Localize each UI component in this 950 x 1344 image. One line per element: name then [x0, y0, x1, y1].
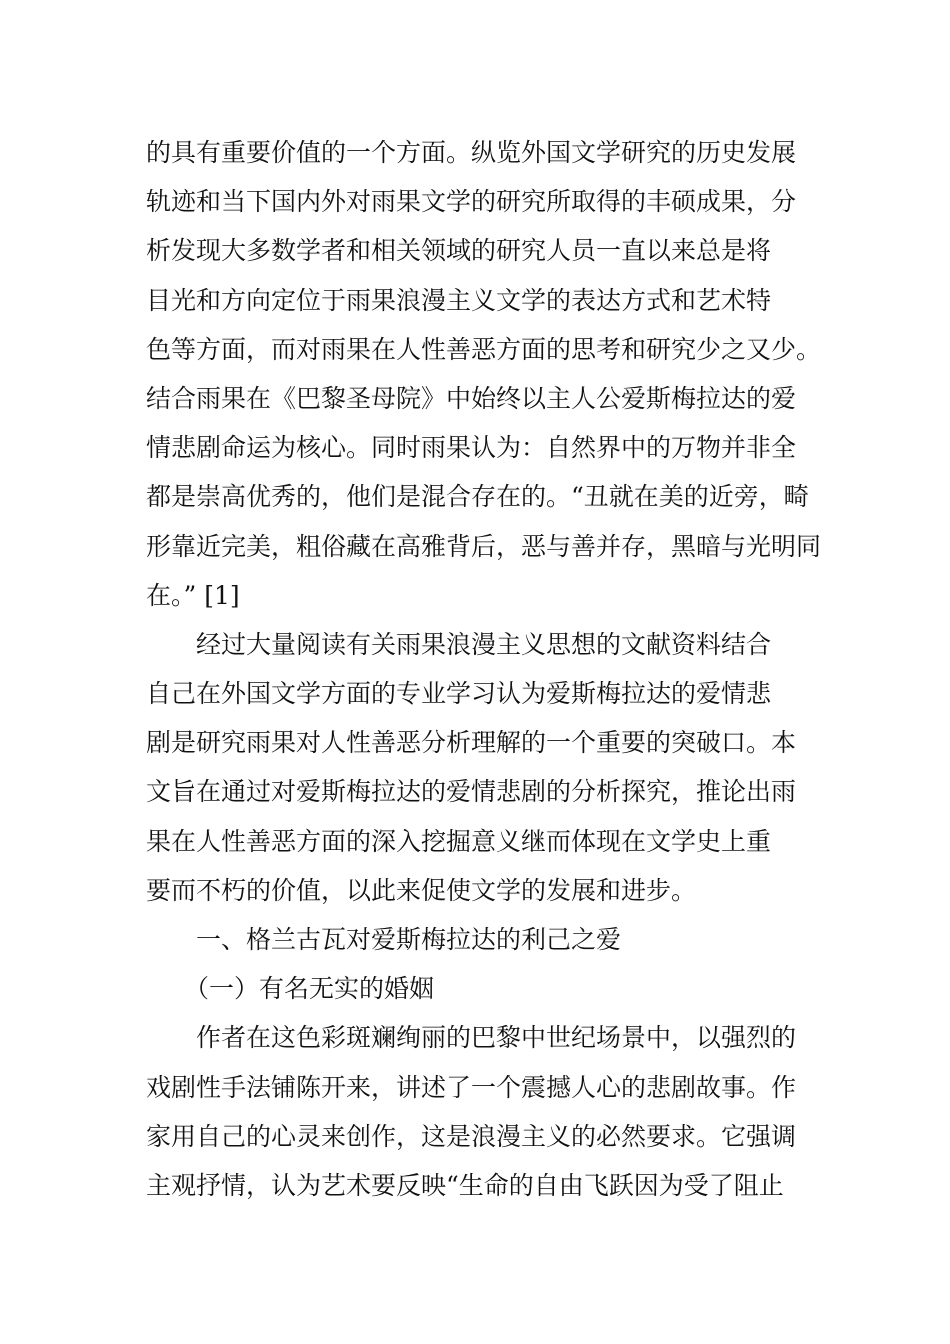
text-line: 轨迹和当下国内外对雨果文学的研究所取得的丰硕成果，分 — [146, 187, 797, 217]
text-line: 自己在外国文学方面的专业学习认为爱斯梅拉达的爱情悲 — [146, 679, 772, 709]
text-line: 都是崇高优秀的，他们是混合存在的。“丑就在美的近旁，畸 — [146, 482, 809, 512]
text-line: （一）有名无实的婚姻 — [184, 974, 435, 1004]
text-line: 剧是研究雨果对人性善恶分析理解的一个重要的突破口。本 — [146, 728, 797, 758]
text-line: 戏剧性手法铺陈开来，讲述了一个震撼人心的悲剧故事。作 — [146, 1072, 797, 1102]
text-line: 经过大量阅读有关雨果浪漫主义思想的文献资料结合 — [196, 629, 772, 659]
text-line: 家用自己的心灵来创作，这是浪漫主义的必然要求。它强调 — [146, 1121, 797, 1151]
text-line: 主观抒情，认为艺术要反映“生命的自由飞跃因为受了阻止 — [146, 1170, 784, 1200]
text-line: 要而不朽的价值，以此来促使文学的发展和进步。 — [146, 875, 697, 905]
text-line: 情悲剧命运为核心。同时雨果认为：自然界中的万物并非全 — [146, 433, 797, 463]
text-line: 在。” [1] — [146, 580, 240, 610]
text-line: 作者在这色彩斑斓绚丽的巴黎中世纪场景中，以强烈的 — [196, 1023, 797, 1053]
text-line: 形靠近完美，粗俗藏在高雅背后，恶与善并存，黑暗与光明同 — [146, 531, 822, 561]
text-line: 的具有重要价值的一个方面。纵览外国文学研究的历史发展 — [146, 138, 797, 167]
body-text — [146, 128, 822, 1210]
text-line: 析发现大多数学者和相关领域的研究人员一直以来总是将 — [146, 236, 772, 266]
text-line: 目光和方向定位于雨果浪漫主义文学的表达方式和艺术特 — [146, 285, 772, 315]
text-line: 文旨在通过对爱斯梅拉达的爱情悲剧的分析探究，推论出雨 — [146, 777, 797, 807]
text-line: 一、格兰古瓦对爱斯梅拉达的利己之爱 — [196, 925, 622, 954]
text-line: 果在人性善恶方面的深入挖掘意义继而体现在文学史上重 — [146, 826, 772, 856]
text-line: 结合雨果在《巴黎圣母院》中始终以主人公爱斯梅拉达的爱 — [146, 383, 797, 413]
text-line: 色等方面，而对雨果在人性善恶方面的思考和研究少之又少。 — [146, 334, 822, 364]
